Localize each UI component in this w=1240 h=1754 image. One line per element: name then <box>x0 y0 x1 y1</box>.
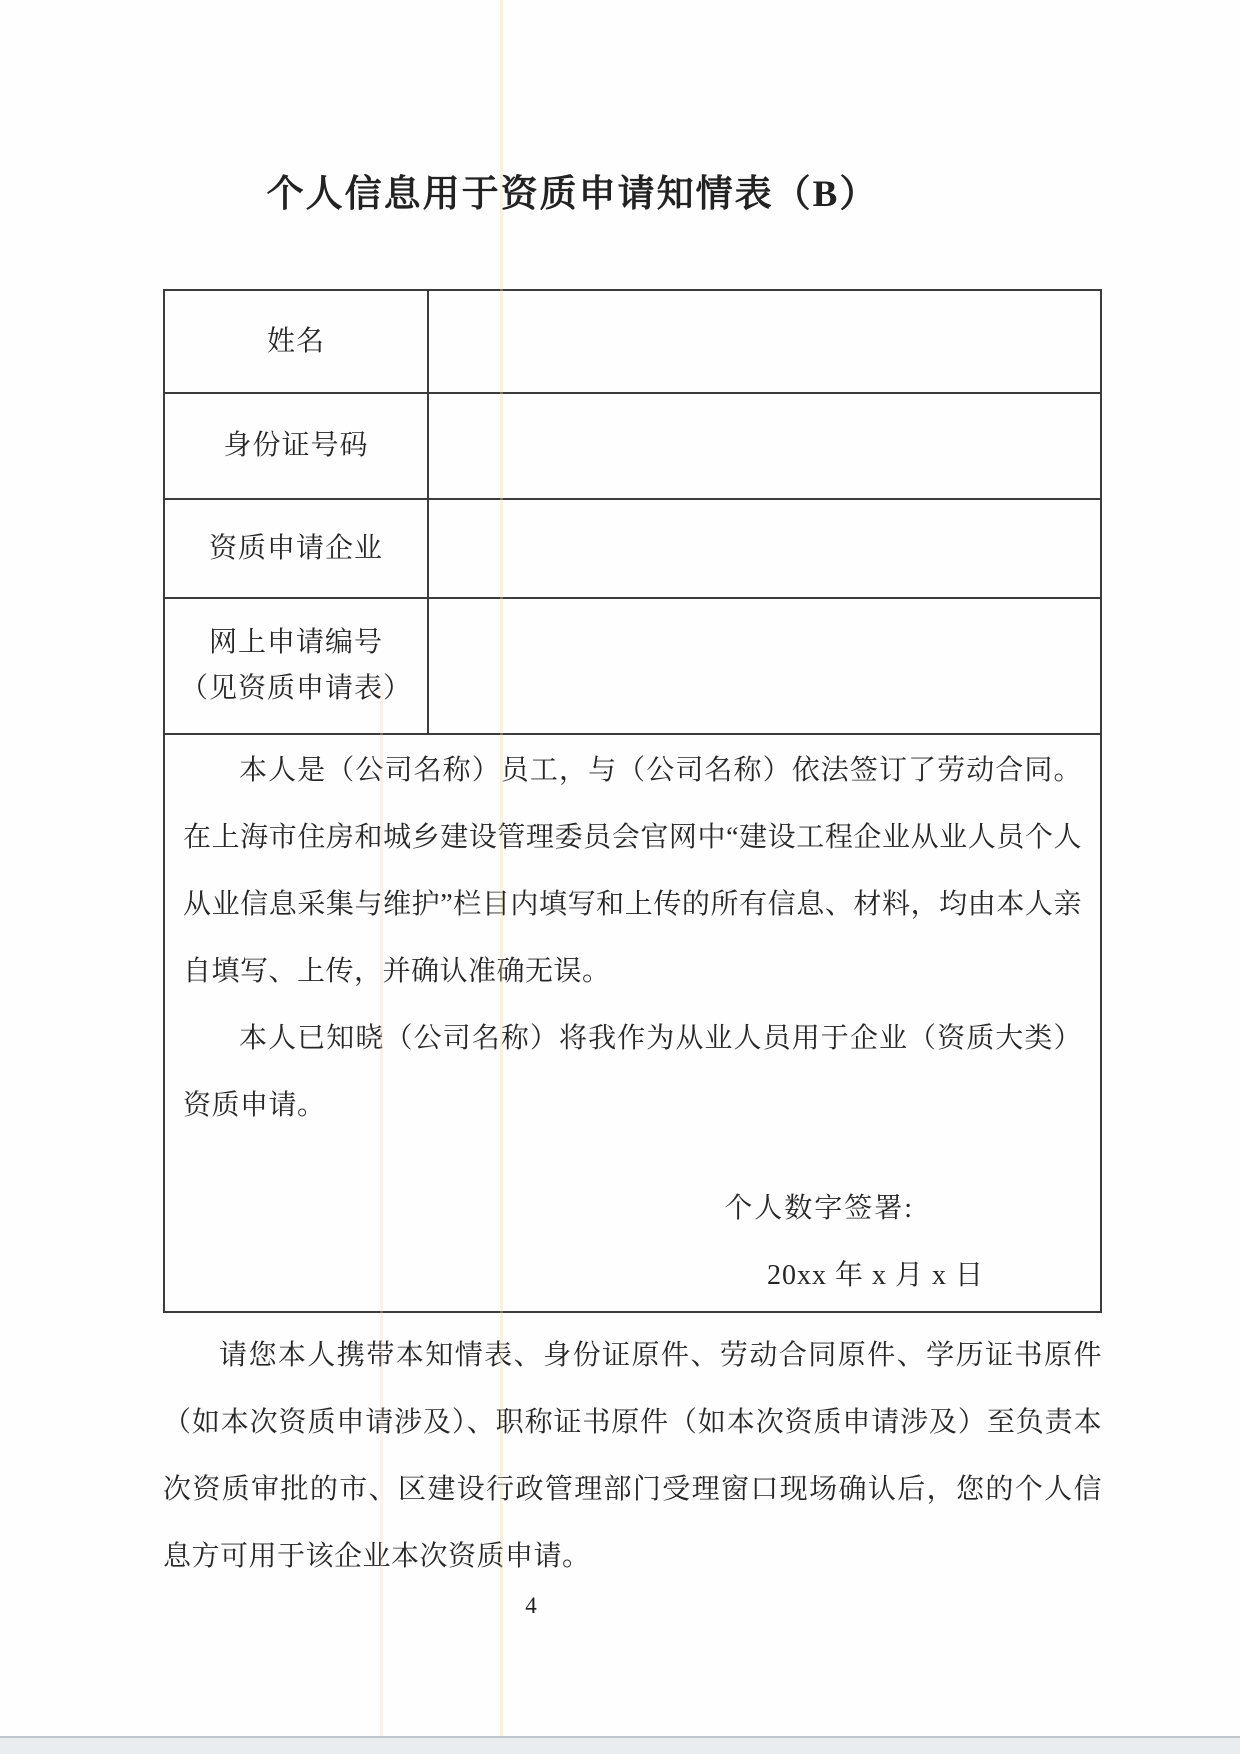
declaration-paragraph-2: 本人已知晓（公司名称）将我作为从业人员用于企业（资质大类）资质申请。 <box>183 1023 1082 1121</box>
applicant-company-label-text: 资质申请企业 <box>208 532 383 564</box>
id-number-value-cell <box>429 394 1100 498</box>
personal-info-table <box>163 289 1102 1313</box>
table-row-id-number <box>165 394 1100 500</box>
online-application-number-label <box>165 599 429 733</box>
applicant-company-label <box>165 500 429 597</box>
declaration-cell <box>165 735 1100 1311</box>
table-row-name <box>165 291 1100 394</box>
online-application-number-label-line1: 网上申请编号 <box>208 627 383 658</box>
online-application-number-label-line2: （见资质申请表） <box>179 673 412 704</box>
scan-bottom-edge <box>0 1736 1240 1754</box>
name-label-text: 姓名 <box>266 325 325 357</box>
footer-instructions <box>163 1322 1102 1590</box>
name-value-cell <box>429 291 1100 392</box>
name-label <box>165 291 429 392</box>
table-row-online-application-number <box>165 599 1100 735</box>
footer-instructions-text: 请您本人携带本知情表、身份证原件、劳动合同原件、学历证书原件（如本次资质申请涉及）、职称证书原件（如本次资质申请涉及）至负责本次资质审批的市、区建设行政管理部门受理窗口现场确认后，您的个人信息方可用于该企业本次资质申请。 <box>163 1340 1102 1572</box>
applicant-company-value-cell <box>429 500 1100 597</box>
page-number: 4 <box>525 1593 537 1618</box>
declaration-paragraph-1: 本人是（公司名称）员工，与（公司名称）依法签订了劳动合同。在上海市住房和城乡建设管理委员会官网中“建设工程企业从业人员个人从业信息采集与维护”栏目内填写和上传的所有信息、材料，均由本人亲自填写、上传，并确认准确无误。 <box>183 755 1082 987</box>
online-application-number-value-cell <box>429 599 1100 733</box>
signature-date-line: 20xx 年 x 月 x 日 <box>766 1260 984 1291</box>
id-number-label-text: 身份证号码 <box>223 430 369 461</box>
digital-signature-label: 个人数字签署: <box>724 1193 914 1224</box>
page-title: 个人信息用于资质申请知情表（B） <box>266 174 879 215</box>
table-row-applicant-company <box>165 500 1100 599</box>
id-number-label <box>165 394 429 498</box>
